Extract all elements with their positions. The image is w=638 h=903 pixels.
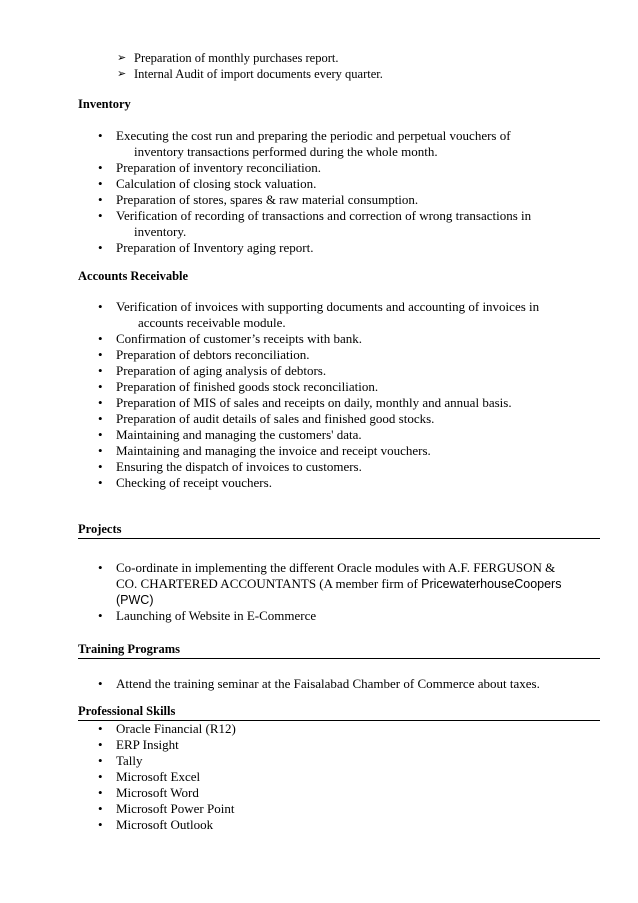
list-item-text: Preparation of stores, spares & raw material consumption.: [116, 192, 419, 207]
bullet-icon: •: [98, 427, 103, 442]
bullet-icon: •: [98, 176, 103, 191]
list-item-text: Preparation of finished goods stock reconciliation.: [116, 379, 379, 394]
list-item: [78, 331, 578, 347]
list-item-text: Preparation of MIS of sales and receipts on daily, monthly and annual basis.: [116, 395, 512, 410]
list-item-text: Checking of receipt vouchers.: [116, 475, 272, 490]
list-item: [117, 66, 383, 82]
section-heading-projects: Projects: [78, 521, 600, 539]
bullet-icon: •: [98, 363, 103, 378]
list-item: [78, 128, 578, 160]
bullet-icon: •: [98, 769, 103, 784]
list-item-text: ERP Insight: [116, 737, 179, 752]
list-item: [78, 379, 578, 395]
section-heading-professional-skills: Professional Skills: [78, 703, 600, 721]
company-abbreviation: (PWC): [116, 593, 154, 607]
list-item: [78, 443, 578, 459]
list-item: [78, 721, 578, 737]
list-item: [78, 785, 578, 801]
list-item: [78, 363, 578, 379]
list-item: [78, 240, 578, 256]
bullet-icon: •: [98, 785, 103, 800]
list-item: [78, 395, 578, 411]
bullet-icon: •: [98, 331, 103, 346]
company-name: PricewaterhouseCoopers: [421, 577, 562, 591]
receivable-list: [78, 299, 578, 491]
training-list: [78, 676, 578, 692]
list-item: [78, 347, 578, 363]
inventory-list: [78, 128, 578, 256]
list-item-text: Microsoft Word: [116, 785, 199, 800]
list-item-text: Maintaining and managing the customers' data.: [116, 427, 362, 442]
bullet-icon: •: [98, 192, 103, 207]
list-item: [78, 475, 578, 491]
list-item: [78, 208, 578, 240]
list-item: [78, 753, 578, 769]
list-item-text: Internal Audit of import documents every quarter.: [134, 67, 383, 81]
section-heading-accounts-receivable: Accounts Receivable: [78, 269, 189, 283]
list-item: [78, 737, 578, 753]
bullet-icon: •: [98, 160, 103, 175]
list-item: [78, 817, 578, 833]
bullet-icon: •: [98, 299, 103, 314]
section-heading-training-programs: Training Programs: [78, 641, 600, 659]
bullet-icon: •: [98, 817, 103, 832]
list-item-text: Verification of recording of transactions and correction of wrong transactions in: [116, 208, 532, 223]
list-item-text: Preparation of debtors reconciliation.: [116, 347, 310, 362]
bullet-icon: •: [98, 801, 103, 816]
list-item-text: Preparation of audit details of sales and finished good stocks.: [116, 411, 435, 426]
bullet-icon: •: [98, 443, 103, 458]
list-item-text: Preparation of inventory reconciliation.: [116, 160, 322, 175]
bullet-icon: •: [98, 676, 103, 691]
list-item: [78, 560, 578, 608]
list-item: [78, 160, 578, 176]
bullet-icon: •: [98, 347, 103, 362]
list-item: [78, 608, 578, 624]
skills-list: [78, 721, 578, 833]
list-item-text: Microsoft Outlook: [116, 817, 214, 832]
bullet-icon: •: [98, 240, 103, 255]
bullet-icon: •: [98, 753, 103, 768]
bullet-icon: •: [98, 459, 103, 474]
list-item-text: Tally: [116, 753, 143, 768]
bullet-icon: •: [98, 395, 103, 410]
list-item-text: Executing the cost run and preparing the periodic and perpetual vouchers of: [116, 128, 511, 143]
section-heading-inventory: Inventory: [78, 97, 131, 111]
list-item: [78, 192, 578, 208]
bullet-icon: •: [98, 475, 103, 490]
bullet-icon: •: [98, 560, 103, 575]
list-item-text: Co-ordinate in implementing the different Oracle modules with A.F. FERGUSON &: [116, 560, 556, 575]
list-item: [78, 427, 578, 443]
list-item: [78, 299, 578, 331]
list-item: [78, 801, 578, 817]
projects-list: [78, 560, 578, 624]
list-item: [78, 411, 578, 427]
top-arrow-list: [117, 50, 383, 82]
bullet-icon: •: [98, 608, 103, 623]
bullet-icon: •: [98, 737, 103, 752]
list-item-text: Ensuring the dispatch of invoices to customers.: [116, 459, 362, 474]
list-item: [78, 176, 578, 192]
arrow-right-icon: ➢: [117, 68, 127, 80]
list-item-text: Microsoft Excel: [116, 769, 201, 784]
list-item: [117, 50, 383, 66]
list-item-text: Attend the training seminar at the Faisalabad Chamber of Commerce about taxes.: [116, 676, 540, 691]
list-item-text: Oracle Financial (R12): [116, 721, 236, 736]
list-item-text: Verification of invoices with supporting documents and accounting of invoices in: [116, 299, 540, 314]
list-item-text: Preparation of monthly purchases report.: [134, 51, 339, 65]
list-item-text: Launching of Website in E-Commerce: [116, 608, 317, 623]
list-item-text-continued: inventory.: [134, 224, 187, 239]
bullet-icon: •: [98, 721, 103, 736]
list-item-text: Confirmation of customer’s receipts with bank.: [116, 331, 362, 346]
list-item-text-continued: accounts receivable module.: [138, 315, 286, 330]
arrow-right-icon: ➢: [117, 52, 127, 64]
list-item-text: Preparation of aging analysis of debtors.: [116, 363, 327, 378]
list-item-text: Calculation of closing stock valuation.: [116, 176, 317, 191]
list-item-text: Microsoft Power Point: [116, 801, 235, 816]
bullet-icon: •: [98, 379, 103, 394]
list-item: [78, 769, 578, 785]
bullet-icon: •: [98, 128, 103, 143]
list-item-text: Preparation of Inventory aging report.: [116, 240, 314, 255]
list-item-text-continued: inventory transactions performed during the whole month.: [134, 144, 438, 159]
bullet-icon: •: [98, 208, 103, 223]
list-item-text: Maintaining and managing the invoice and receipt vouchers.: [116, 443, 431, 458]
bullet-icon: •: [98, 411, 103, 426]
list-item-text: CO. CHARTERED ACCOUNTANTS (A member firm of: [116, 576, 422, 591]
list-item: [78, 676, 578, 692]
list-item: [78, 459, 578, 475]
